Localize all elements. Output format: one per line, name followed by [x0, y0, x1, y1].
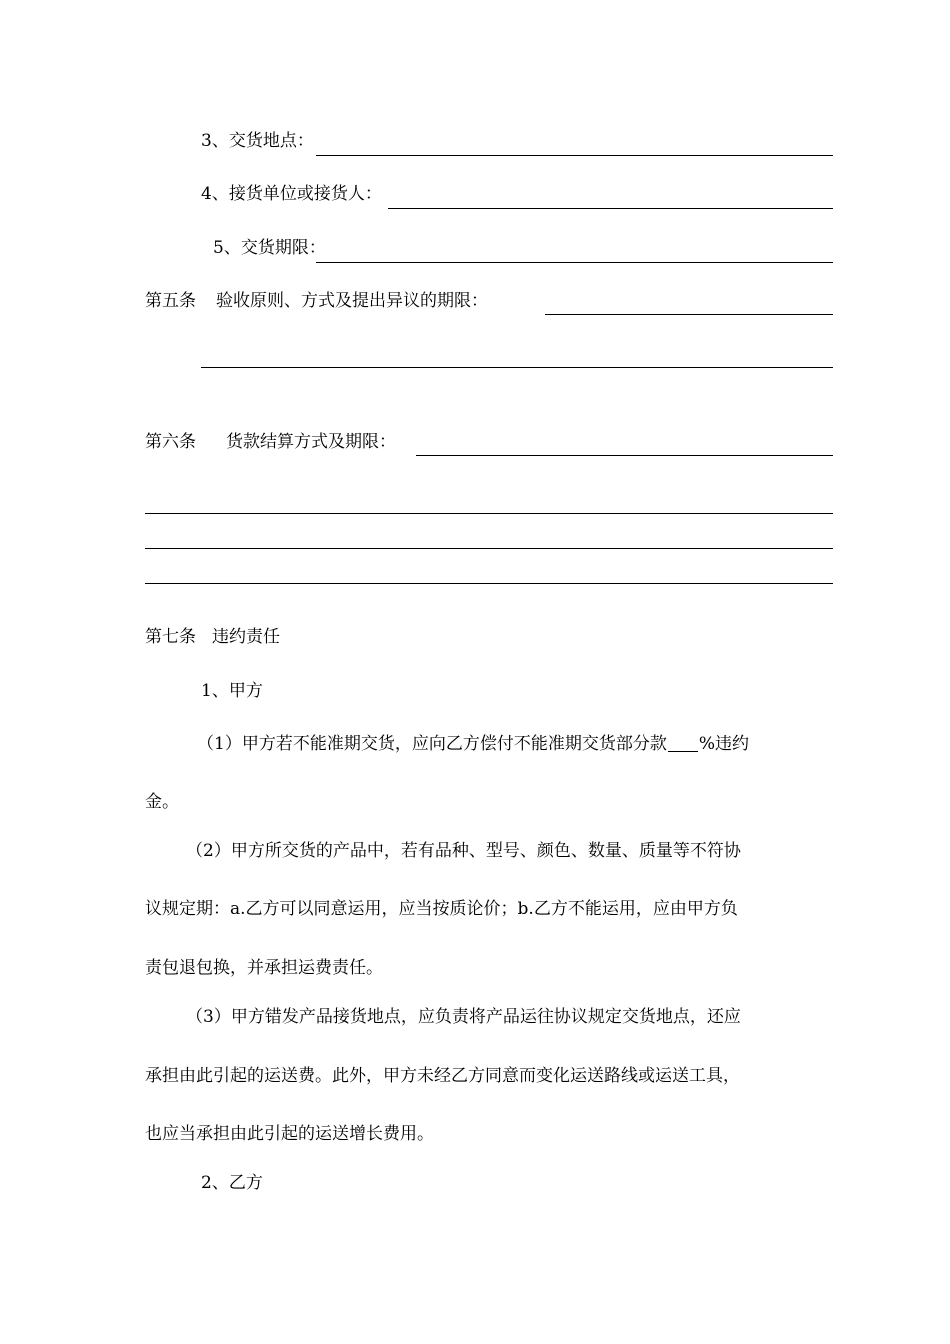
article6-heading: [145, 427, 396, 452]
receiver-label: 4、接货单位或接货人：: [201, 184, 382, 204]
clause-1-text: （1）甲方若不能准期交货，应向乙方偿付不能准期交货部分款: [197, 734, 667, 754]
article6-blank-line-3: [145, 548, 833, 549]
clause-2-line-1: （2）甲方所交货的产品中，若有品种、型号、颜色、数量、质量等不符协: [186, 841, 741, 861]
delivery-place-blank: [316, 155, 833, 156]
article5-heading: [145, 286, 488, 311]
article6-title: 货款结算方式及期限：: [226, 432, 396, 452]
article6-blank-line-2: [145, 513, 833, 514]
article5-blank: [545, 314, 833, 315]
clause-2-line-2: 议规定期：a.乙方可以同意运用，应当按质论价；b.乙方不能运用，应由甲方负: [145, 899, 738, 919]
clause-2-line-3: 责包退包换，并承担运费责任。: [145, 958, 383, 978]
penalty-percent-blank: [668, 733, 698, 752]
clause-1-line-2: 金。: [145, 792, 179, 812]
article7-title: 违约责任: [212, 627, 280, 647]
article7-heading: [145, 622, 280, 647]
party-a-heading: 1、甲方: [201, 681, 263, 701]
article7-number: 第七条: [145, 627, 196, 647]
delivery-deadline-label: 5、交货期限：: [213, 238, 326, 258]
clause-3-line-1: （3）甲方错发产品接货地点，应负责将产品运往协议规定交货地点，还应: [186, 1007, 741, 1027]
party-b-heading: 2、乙方: [201, 1173, 263, 1193]
article5-blank-line-2: [201, 367, 833, 368]
article6-number: 第六条: [145, 432, 196, 452]
clause-3-line-3: 也应当承担由此引起的运送增长费用。: [145, 1124, 434, 1144]
delivery-deadline-blank: [316, 262, 833, 263]
receiver-blank: [388, 208, 833, 209]
article6-blank-line-4: [145, 583, 833, 584]
clause-1-suffix: %违约: [698, 734, 749, 754]
article5-title: 验收原则、方式及提出异议的期限：: [216, 291, 488, 311]
article6-blank: [416, 455, 833, 456]
delivery-place-label: 3、交货地点：: [201, 131, 314, 151]
clause-3-line-2: 承担由此引起的运送费。此外，甲方未经乙方同意而变化运送路线或运送工具，: [145, 1066, 740, 1086]
article5-number: 第五条: [145, 291, 196, 311]
clause-1-line-1: [197, 729, 749, 754]
